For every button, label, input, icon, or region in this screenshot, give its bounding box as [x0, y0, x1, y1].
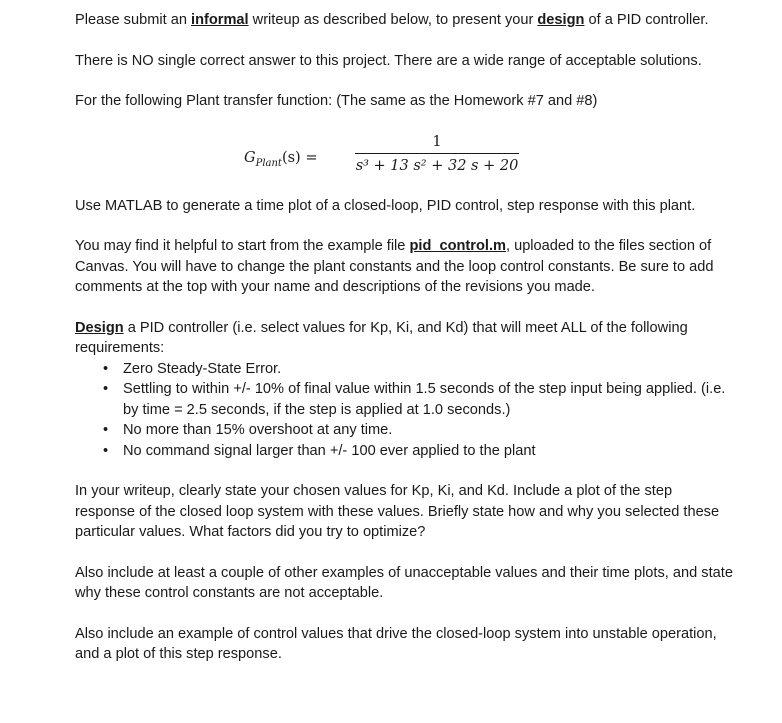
- design-requirement-emphasis: Design: [75, 319, 124, 336]
- example-file-link[interactable]: pid_control.m: [409, 238, 506, 254]
- design-requirement-text: a PID controller (i.e. select values for Kp, Ki, and Kd) that will meet ALL of the following requirements:: [75, 319, 688, 356]
- intro-paragraph: [75, 10, 735, 31]
- requirement-text: No more than 15% overshoot at any time.: [123, 422, 393, 438]
- list-item: [75, 420, 735, 441]
- requirement-text: No command signal larger than +/- 100 ever applied to the plant: [123, 442, 536, 459]
- matlab-instruction-paragraph: Use MATLAB to generate a time plot of a closed-loop, PID control, step response with this plant.: [75, 197, 696, 214]
- intro-text-end: of a PID controller.: [584, 12, 709, 28]
- transfer-function-denominator: [355, 154, 519, 176]
- intro-text-start: Please submit an: [75, 12, 192, 28]
- no-single-answer-paragraph: There is NO single correct answer to this project. There are a wide range of acceptable solutions.: [75, 52, 702, 69]
- informal-emphasis: informal: [191, 12, 249, 28]
- transfer-function-numerator: 1: [432, 133, 442, 150]
- plant-intro-paragraph: For the following Plant transfer function: (The same as the Homework #7 and #8): [75, 93, 598, 109]
- transfer-function-fraction: [355, 132, 519, 176]
- example-file-text-start: You may find it helpful to start from the example file: [75, 238, 410, 254]
- example-file-paragraph: [75, 236, 735, 298]
- transfer-function-symbol: G: [244, 149, 256, 166]
- transfer-function-argument: (s) =: [281, 149, 318, 166]
- requirements-list: [75, 359, 735, 462]
- intro-text-middle: writeup as described below, to present your: [248, 12, 538, 28]
- list-item: [75, 379, 735, 420]
- assignment-document: [75, 10, 735, 665]
- requirement-text: Settling to within +/- 10% of final value within 1.5 seconds of the step input being applied. (i.e. by time = 2.5 seconds, if the step is applied at 1.0 seconds.): [123, 381, 726, 418]
- design-emphasis: design: [537, 12, 585, 28]
- transfer-function-lhs: [244, 148, 317, 174]
- requirement-text: Zero Steady-State Error.: [123, 360, 282, 377]
- plant-transfer-function: [75, 132, 735, 184]
- list-item: [75, 359, 735, 380]
- bullet-icon: •: [103, 360, 109, 377]
- unstable-example-paragraph: Also include an example of control values that drive the closed-loop system into unstable operation, and a plot of this step response.: [75, 625, 717, 662]
- list-item: [75, 441, 735, 462]
- transfer-function-subscript: Plant: [255, 157, 282, 169]
- bullet-icon: •: [103, 381, 109, 397]
- bullet-icon: •: [103, 422, 109, 438]
- denominator-expression: s³ + 13 s² + 32 s + 20: [355, 157, 519, 174]
- bullet-icon: •: [103, 442, 109, 459]
- unacceptable-values-paragraph: Also include at least a couple of other examples of unacceptable values and their time plots, and state why these control constants are not acceptable.: [75, 564, 733, 601]
- example-file-text-end: , uploaded to the files section of Canvas. You will have to change the plant constants and the loop control constants. Be sure to add comments at the top with your name and descriptions of the revisions you made.: [75, 238, 714, 295]
- design-requirements-paragraph: [75, 318, 735, 359]
- writeup-paragraph: In your writeup, clearly state your chosen values for Kp, Ki, and Kd. Include a plot of the step response of the closed loop system with these values. Briefly state how and why you selected these particular values. What factors did you try to optimize?: [75, 483, 720, 540]
